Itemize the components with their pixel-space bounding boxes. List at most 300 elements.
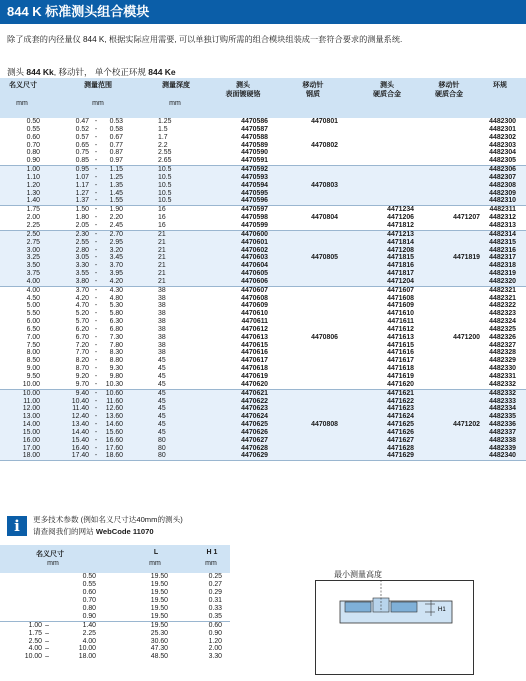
table1-cell: 4471208 [387, 246, 414, 254]
table1-cell: 4482332 [489, 380, 516, 388]
table1-row [0, 365, 526, 373]
table1-cell: - [94, 444, 98, 452]
table1-cell: 5.20 [75, 310, 89, 318]
table2-cell: 4.00 [82, 637, 96, 645]
table1-cell: 10.60 [105, 389, 123, 397]
table1-cell: 38 [158, 310, 166, 318]
table1-cell: 4482339 [489, 444, 516, 452]
table1-cell: 0.85 [75, 157, 89, 165]
table1-row [0, 287, 526, 295]
table1-cell: 1.27 [75, 189, 89, 197]
table2-cell: 0.80 [82, 604, 96, 612]
table1-cell: 4470621 [241, 389, 268, 397]
table1-cell: 4470625 [241, 421, 268, 429]
table1-group [0, 287, 526, 390]
table1-cell: 1.17 [75, 181, 89, 189]
table1-cell: 4471202 [453, 421, 480, 429]
table1-cell: 21 [158, 230, 166, 238]
table2-cell: 47.30 [150, 645, 168, 653]
table1-cell: 4482321 [489, 294, 516, 302]
table1-cell: 10.5 [158, 173, 172, 181]
table2-cell: 0.55 [82, 580, 96, 588]
table1-cell: 80 [158, 444, 166, 452]
header-pin-carbide: 移动针 硬质合金 [435, 82, 463, 98]
table1-cell: 4470602 [241, 246, 268, 254]
table1-cell: 4471816 [387, 262, 414, 270]
table1-cell: 13.00 [22, 413, 40, 421]
table2-body [0, 573, 230, 661]
table1-cell: - [94, 341, 98, 349]
table1-cell: 4471609 [387, 302, 414, 310]
table1-cell: 4471624 [387, 413, 414, 421]
table1-cell: 14.60 [105, 421, 123, 429]
table1-cell: 38 [158, 341, 166, 349]
table1-cell: 4482322 [489, 302, 516, 310]
table1-row [0, 254, 526, 262]
table1-cell: 9.50 [26, 373, 40, 380]
table2-row [0, 573, 230, 581]
table1-cell: 1.45 [109, 189, 123, 197]
table1-row [0, 318, 526, 326]
table1-cell: 4470596 [241, 197, 268, 205]
table1-cell: 7.50 [26, 341, 40, 349]
unit-nominal: mm [16, 100, 28, 107]
diagram-label: 最小测量高度 [334, 570, 382, 579]
table1-cell: 4482323 [489, 310, 516, 318]
table2-cell: 2.25 [82, 629, 96, 637]
table1-cell: 1.30 [26, 189, 40, 197]
table1-cell: - [94, 389, 98, 397]
table1-cell: 4471618 [387, 365, 414, 373]
table1-cell: 6.00 [26, 318, 40, 326]
table1-cell: 4471622 [387, 397, 414, 405]
table1-row [0, 134, 526, 142]
table2-cell: 0.70 [82, 596, 96, 604]
table2-cell: 0.35 [208, 612, 222, 620]
table1-cell: 16.60 [105, 436, 123, 444]
table1-cell: 16 [158, 221, 166, 229]
table1-cell: 5.70 [75, 318, 89, 326]
table1-cell: 4.50 [26, 294, 40, 302]
table2-cell: 0.33 [208, 604, 222, 612]
table1-cell: 4470590 [241, 149, 268, 157]
table1-cell: 4482334 [489, 405, 516, 413]
table1-cell: 45 [158, 365, 166, 373]
table1-cell: 4470615 [241, 341, 268, 349]
table1-cell: 21 [158, 262, 166, 270]
table1-cell: 4471625 [387, 421, 414, 429]
table1-cell: 3.95 [109, 270, 123, 278]
table1-cell: - [94, 397, 98, 405]
table1-cell: 0.47 [75, 118, 89, 125]
table1-cell: 11.60 [106, 397, 123, 405]
table1-cell: 4482311 [489, 206, 516, 214]
table1-cell: - [94, 325, 98, 333]
table1-cell: 4470619 [241, 373, 268, 380]
table2-cell: 2.50 [28, 637, 42, 645]
table1-cell: - [94, 197, 98, 205]
table2-cell: 19.50 [150, 596, 168, 604]
unit-range: mm [92, 100, 104, 107]
table1-cell: 0.97 [109, 157, 123, 165]
t2-unit-l: mm [149, 560, 161, 567]
table1-cell: 9.70 [75, 380, 89, 388]
table1-cell: 1.07 [75, 173, 89, 181]
table1-cell: 4470591 [241, 157, 268, 165]
table1-group [0, 206, 526, 231]
table2-row [0, 581, 230, 589]
table1-cell: 4482303 [489, 141, 516, 149]
table1-cell: 9.80 [109, 373, 123, 380]
table1-cell: 3.75 [26, 270, 40, 278]
subtitle-kk: 844 Kk [26, 67, 54, 77]
table1-cell: 3.50 [26, 262, 40, 270]
header-nominal-size: 名义尺寸 [9, 82, 37, 89]
table1-cell: 4482316 [489, 246, 516, 254]
table1-row [0, 278, 526, 286]
table1-body [0, 118, 526, 461]
table2-row [0, 605, 230, 613]
table2-cell: 10.00 [78, 645, 96, 653]
t2-unit-h1: mm [205, 560, 217, 567]
table1-cell: 3.30 [75, 262, 89, 270]
table1-cell: 10.00 [22, 389, 40, 397]
info-line2 [33, 526, 154, 537]
table1-cell: 4470627 [241, 436, 268, 444]
table1-cell: 7.70 [75, 349, 89, 357]
table1-cell: 7.00 [26, 333, 40, 341]
table2-cell: – [45, 645, 49, 653]
info-line1: 更多技术参数 (例如名义尺寸达40mm的测头) [33, 515, 183, 524]
table1-cell: 4470616 [241, 349, 268, 357]
table1-cell: 1.80 [75, 214, 89, 222]
table1-cell: - [94, 413, 98, 421]
table1-cell: 8.50 [26, 357, 40, 365]
table1-cell: 4470599 [241, 221, 268, 229]
table2-cell: 19.50 [150, 604, 168, 612]
table1-cell: 4482300 [489, 118, 516, 125]
table2-cell: 1.40 [82, 621, 96, 629]
table2-cell: – [45, 637, 49, 645]
table2-row [0, 621, 230, 630]
table1-cell: - [94, 333, 98, 341]
table1-row [0, 302, 526, 310]
table1-cell: 15.40 [71, 436, 89, 444]
table2-row [0, 638, 230, 646]
table1-row [0, 381, 526, 389]
table1-row [0, 206, 526, 214]
table1-row [0, 342, 526, 350]
table1-cell: 4471812 [387, 221, 414, 229]
min-height-diagram [315, 580, 475, 676]
table2-row [0, 645, 230, 653]
table1-cell: - [94, 452, 98, 460]
table1-cell: 14.00 [22, 421, 40, 429]
table1-cell: 4470603 [241, 254, 268, 262]
table1-cell: 4482337 [489, 428, 516, 436]
subtitle-ke: 844 Ke [148, 67, 176, 77]
diagram-h1-label: H1 [438, 607, 446, 613]
table1-cell: 38 [158, 349, 166, 357]
table1-cell: 4470611 [241, 318, 268, 326]
table2-row [0, 653, 230, 661]
webcode-link[interactable]: WebCode 11070 [95, 527, 154, 536]
diagram-probe-right [391, 602, 417, 612]
table1-cell: 38 [158, 333, 166, 341]
table2-row [0, 597, 230, 605]
unit-depth: mm [169, 100, 181, 107]
table1-cell: 4482328 [489, 349, 516, 357]
table1-cell: 4.20 [109, 277, 123, 285]
table1-cell: 4471617 [387, 357, 414, 365]
table1-cell: 4470598 [241, 214, 268, 222]
table1-cell: - [94, 405, 98, 413]
table1-cell: 4470801 [311, 118, 338, 125]
table1-cell: 3.00 [26, 246, 40, 254]
table1-cell: 4470803 [311, 181, 338, 189]
table1-cell: 2.75 [26, 238, 40, 246]
header-pin-steel: 移动针 钢质 [302, 82, 324, 98]
subtitle-prefix: 测头 [7, 67, 27, 77]
table1-cell: 13.60 [105, 413, 123, 421]
table1-row [0, 231, 526, 239]
table1-cell: 38 [158, 294, 166, 302]
table1-cell: - [94, 310, 98, 318]
diagram-probe-left [345, 602, 371, 612]
table2-cell: 18.00 [78, 653, 96, 661]
table1-row [0, 157, 526, 165]
table1-cell: 10.30 [105, 380, 123, 388]
table1-row [0, 166, 526, 174]
table1-cell: 4471819 [453, 254, 480, 262]
table2-cell: 48.50 [150, 653, 168, 661]
table1-cell: 3.45 [109, 254, 123, 262]
table1-cell: 4471206 [387, 214, 414, 222]
table1-cell: 16.00 [22, 436, 40, 444]
table1-cell: - [94, 357, 98, 365]
table1-cell: - [94, 380, 98, 388]
t2-unit-nominal: mm [47, 560, 59, 567]
header-probe-carbide: 测头 硬质合金 [373, 82, 401, 98]
table1-cell: 2.95 [109, 238, 123, 246]
table1-cell: 4470808 [311, 421, 338, 429]
table2-cell: – [45, 629, 49, 637]
table1-cell: 4470612 [241, 325, 268, 333]
table1-cell: - [94, 254, 98, 262]
table1-cell: - [94, 277, 98, 285]
table2-cell: 10.00 [24, 653, 42, 661]
table1-row [0, 421, 526, 429]
table1-cell: 0.60 [26, 133, 40, 141]
table2-row [0, 589, 230, 597]
table2-cell: 1.00 [28, 621, 42, 629]
table1-cell: 10.00 [22, 380, 40, 388]
table1-cell: 5.80 [109, 310, 123, 318]
table1-cell: 4470806 [311, 333, 338, 341]
table1-cell: 4482314 [489, 230, 516, 238]
table1-cell: 1.35 [109, 181, 123, 189]
table1-cell: 4470622 [241, 397, 268, 405]
table2-cell: 4.00 [28, 645, 42, 653]
table1-group [0, 118, 526, 166]
table2-cell: 0.31 [208, 596, 222, 604]
table1-cell: - [94, 181, 98, 189]
table1-cell: 16 [158, 214, 166, 222]
table1-cell: 0.77 [109, 141, 123, 149]
subtitle-middle: , 移动针， 单个校正环规 [53, 67, 149, 77]
table1-cell: 0.90 [26, 157, 40, 165]
table1-cell: 45 [158, 413, 166, 421]
table1-cell: 4482327 [489, 341, 516, 349]
table1-cell: 3.20 [109, 246, 123, 254]
table1-group [0, 166, 526, 206]
table1-cell: 1.7 [158, 133, 168, 141]
table1-cell: 4470597 [241, 206, 268, 214]
table1-cell: 1.37 [75, 197, 89, 205]
table1-cell: 4470608 [241, 294, 268, 302]
table1-cell: 1.20 [26, 181, 40, 189]
table1-cell: 6.80 [109, 325, 123, 333]
table1-cell: 4482338 [489, 436, 516, 444]
table1-cell: 2.45 [109, 221, 123, 229]
table1-cell: 17.40 [71, 452, 89, 460]
table1-cell: 4471234 [387, 206, 414, 214]
table1-cell: 11.00 [23, 397, 40, 405]
table1-cell: 4482320 [489, 277, 516, 285]
table1-cell: - [94, 173, 98, 181]
table1-row [0, 413, 526, 421]
table1-cell: 4482319 [489, 270, 516, 278]
table1-cell: 4.70 [75, 302, 89, 310]
table1-row [0, 445, 526, 453]
table1-cell: 4471815 [387, 254, 414, 262]
table1-cell: 2.2 [158, 141, 168, 149]
table1-cell: 45 [158, 373, 166, 380]
table1-cell: - [94, 125, 98, 133]
table1-cell: 4471204 [387, 277, 414, 285]
table1-cell: 4470593 [241, 173, 268, 181]
table1-cell: 4471607 [387, 286, 414, 294]
table1-cell: 38 [158, 325, 166, 333]
table1-cell: 11.40 [72, 405, 89, 413]
table1-cell: 1.50 [75, 206, 89, 214]
table1-cell: 4470594 [241, 181, 268, 189]
table1-row [0, 373, 526, 381]
table1-cell: 6.20 [75, 325, 89, 333]
table1-cell: - [94, 149, 98, 157]
table1-cell: - [94, 349, 98, 357]
table1-cell: 4471627 [387, 436, 414, 444]
table1-group [0, 231, 526, 287]
table2-cell: 19.50 [150, 612, 168, 620]
table1-row [0, 126, 526, 134]
table2-row [0, 613, 230, 621]
table1-cell: 17.60 [105, 444, 123, 452]
table1-cell: 4.00 [26, 277, 40, 285]
table1-cell: 4471610 [387, 310, 414, 318]
table1-row [0, 142, 526, 150]
table1-cell: 3.05 [75, 254, 89, 262]
table1-cell: - [94, 118, 98, 125]
table1-cell: 4470600 [241, 230, 268, 238]
table1-row [0, 182, 526, 190]
table1-row [0, 437, 526, 445]
table1-cell: 1.25 [109, 173, 123, 181]
table1-cell: 8.70 [75, 365, 89, 373]
table1-cell: 4471200 [453, 333, 480, 341]
table1-cell: 4471814 [387, 238, 414, 246]
table1-cell: 4470617 [241, 357, 268, 365]
table2-cell: 30.60 [150, 637, 168, 645]
table2-cell: 0.60 [208, 621, 222, 629]
table1-cell: 4470629 [241, 452, 268, 460]
table1-cell: - [94, 286, 98, 294]
table1-cell: 10.5 [158, 197, 172, 205]
table1-cell: 45 [158, 405, 166, 413]
table1-cell: 45 [158, 357, 166, 365]
table1-cell: 4470605 [241, 270, 268, 278]
table1-cell: 6.50 [26, 325, 40, 333]
table1-cell: 2.65 [158, 157, 172, 165]
table1-cell: 4471613 [387, 333, 414, 341]
table1-cell: 4482307 [489, 173, 516, 181]
table1-cell: - [94, 302, 98, 310]
table1-cell: - [94, 166, 98, 174]
table1-row [0, 398, 526, 406]
table1-cell: 4470805 [311, 254, 338, 262]
table1-cell: 12.40 [71, 413, 89, 421]
table1-cell: 3.80 [75, 277, 89, 285]
table2-cell: 3.30 [208, 653, 222, 661]
table1-cell: 2.20 [109, 214, 123, 222]
table1-cell: - [94, 373, 98, 380]
table1-cell: - [94, 428, 98, 436]
table1-cell: 4471611 [387, 318, 414, 326]
table2-cell: 19.50 [150, 588, 168, 596]
t2-header-l: L [153, 549, 159, 556]
table1-row [0, 214, 526, 222]
table1-row [0, 334, 526, 342]
table1-cell: 16 [158, 206, 166, 214]
table1-cell: 0.57 [75, 133, 89, 141]
table1-row [0, 390, 526, 398]
t2-header-nominal: 名义尺寸 [36, 551, 64, 558]
table1-cell: 4482335 [489, 413, 516, 421]
table1-cell: 8.20 [75, 357, 89, 365]
table1-group [0, 390, 526, 462]
table1-cell: 4482318 [489, 262, 516, 270]
table1-cell: - [94, 230, 98, 238]
table1-row [0, 239, 526, 247]
table1-cell: 4471629 [387, 452, 414, 460]
table1-cell: 9.40 [75, 389, 89, 397]
table1-cell: 1.75 [26, 206, 40, 214]
table1-cell: 4482325 [489, 325, 516, 333]
table2-cell: – [45, 653, 49, 661]
table1-cell: 4482330 [489, 365, 516, 373]
table1-cell: 4471623 [387, 405, 414, 413]
table1-cell: 15.00 [22, 428, 40, 436]
header-ring-gauge: 环规 [493, 82, 507, 89]
table1-cell: 80 [158, 436, 166, 444]
t2-header-h1: H 1 [206, 549, 218, 556]
table1-cell: - [94, 318, 98, 326]
table2-cell: 19.50 [150, 621, 168, 629]
table1-row [0, 247, 526, 255]
table1-cell: 8.30 [109, 349, 123, 357]
table1-cell: 0.80 [26, 149, 40, 157]
page-title: 844 K 标准测头组合模块 [0, 0, 526, 24]
